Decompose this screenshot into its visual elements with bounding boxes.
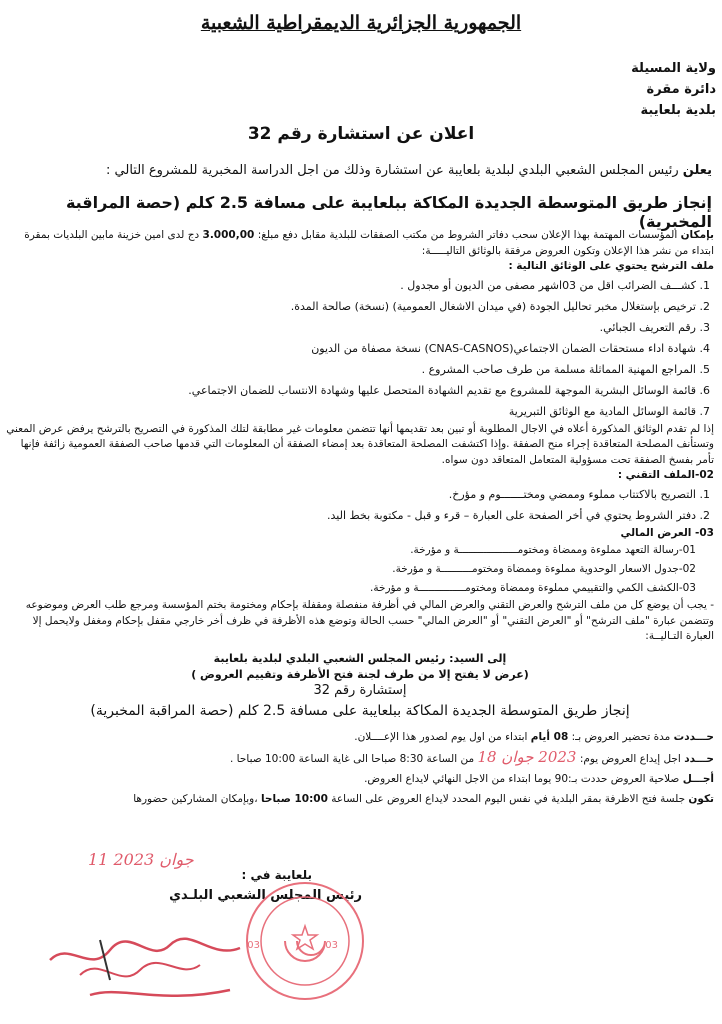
address-project: إنجاز طريق المتوسطة الجديدة المكاكة ببلعايبة على مسافة 2.5 كلم (حصة المراقبة المخبرية) [90,702,630,719]
wilaya-label: ولاية المسيلة [631,61,716,76]
opening-lead: تكون [688,792,714,805]
opening-text: جلسة فتح الاظرفة بمقر البلدية في نفس اليوم المحدد لايداع العروض على الساعة [331,792,686,805]
duration-days: 08 أيام [530,730,569,743]
deposit-lead: حـــدد [684,752,714,765]
opening-tail: ،وبإمكان المشاركين حضورها [133,792,258,805]
deadlines [6,727,714,809]
admin-block [631,58,716,121]
svg-text:03: 03 [247,940,260,951]
file-item: 3. رقم التعريف الجبائي. [6,317,696,338]
availability-lead: بإمكان [680,229,714,241]
commune-label: بلدية بلعايبة [640,103,716,118]
availability-text: المؤسسات المهتمة بهذا الإعلان سحب دفاتر الشروط من مكتب الصفقات للبلدية مقابل دفع مبلغ: [257,229,678,241]
tech-item: 2. دفتر الشروط يحتوي في أخر الصفحة على العبارة – قرء و قبل - مكتوبة بخط اليد. [6,505,696,526]
duration-line [6,727,714,747]
fin-item: 01-رسالة التعهد مملوءة وممضاة ومختومـــــــــــــــــــة و مؤرخة. [410,544,696,556]
signing-place: بلعايبة في : [241,868,312,882]
availability-paragraph [6,228,714,259]
file-item: 7. قائمة الوسائل المادية مع الوثائق التبريرية [6,401,696,422]
deposit-text: اجل إيداع العروض يوم: [579,752,681,765]
envelope-paragraph: - يجب أن يوضع كل من ملف الترشح والعرض التقني والعرض المالي في أظرفة منفصلة ومقفلة بإحكام ومختومة بختم المؤسسة ومرجع طلب العرض وموضوعه وتتضمن عبارة "ملف الترشح" أو "العرض التقني" أو "العرض المالي" حسب الحالة وتوضع هذه الأظرفة في ظرف أخر خارجي مقفل بإحكام ومغفل ولايحمل إلا العبارة التـاليــة: [25,599,714,642]
warning-paragraph: إذا لم تقدم الوثائق المذكورة أعلاه في الاجال المطلوبة أو تبين بعد تقديمها أنها تتضمن معلومات غير مطابقة لتلك المذكورة في التصريح بالترشح يرفض عرض المعني وتستأنف المصلحة المتعاقدة إجراء منح الصفقة .وإذا اكتشفت المصلحة المتعاقدة بعد إمضاء الصفقة أن المعلومات التي قدمها صاحب الصفقة العمومية زائفة فإنها تأمر بفسخ الصفقة تحت مسؤولية المتعامل المتعاقد دون سواه. [6,422,714,466]
tech-item: 1. التصريح بالاكتتاب مملوء وممضي ومختـــــــوم و مؤرخ. [6,484,696,505]
deposit-line [6,747,714,769]
validity-text: صلاحية العروض حددت بـ:90 يوما ابتداء من الاجل النهائي لايداع العروض. [364,772,680,785]
announcement-body [6,228,714,809]
official-stamp [230,876,380,1006]
tech-list [6,484,714,526]
validity-lead: أجـــل [682,772,714,785]
file-item: 2. ترخيص بإستغلال مخبر تحاليل الجودة (في ميدان الاشغال العمومية) (نسخة) صالحة المدة. [6,296,696,317]
signer-title: رئيس المجلس الشعبي البلـدي [169,888,362,903]
fin-list [6,541,714,598]
handwritten-signature [40,920,250,1015]
file-item: 1. كشـــف الضرائب اقل من 03اشهر مصفى من الديون أو مجدول . [6,275,696,296]
republic-heading: الجمهورية الجزائرية الديمقراطية الشعبية [200,12,522,34]
duration-text: مدة تحضير العروض بـ: [571,730,671,743]
project-title: إنجاز طريق المتوسطة الجديدة المكاكة ببلعايبة على مسافة 2.5 كلم (حصة المراقبة المخبرية) [65,193,712,231]
file-list [6,275,714,422]
file-heading: ملف الترشح يحتوي على الوثائق التالية : [508,260,714,272]
fin-item: 03-الكشف الكمي والتقييمي مملوءة وممضاة ومختومـــــــــــــــة و مؤرخة. [370,582,696,594]
fin-heading: 03- العرض المالي [620,526,714,539]
validity-line [6,769,714,789]
deposit-tail: من الساعة 8:30 صباحا الى غاية الساعة 10:00 صباحا . [230,752,475,765]
address-note: (عرض لا يفتح إلا من طرف لجنة فتح الأظرفة وتقييم العروض ) [191,667,529,681]
intro-lead: يعلن [682,163,712,178]
opening-line [6,789,714,809]
duration-lead: حـــددت [673,730,714,743]
intro-text: رئيس المجلس الشعبي البلدي لبلدية بلعايبة عن استشارة وذلك من اجل الدراسة المخبرية للمشروع التالي : [106,163,679,178]
fin-item: 02-جدول الاسعار الوحدوية مملوءة وممضاة ومختومــــــــــة و مؤرخة. [392,563,696,575]
amount-value: 3.000,00 [202,229,255,241]
svg-text:03: 03 [325,940,338,951]
deposit-date: 2023 جوان 18 [477,747,577,766]
announcement-title: اعلان عن استشارة رقم 32 [247,124,475,144]
file-item: 6. قائمة الوسائل البشرية الموجهة للمشروع مع تقديم الشهادة المتحصل عليها وشهادة الانتساب للضمان الاجتماعي. [6,380,696,401]
handwritten-date: 11 جوان 2023 [88,850,194,869]
tech-heading: 02-الملف التقني : [617,469,714,481]
intro-line [106,163,712,178]
availability-tail: دج لدى امين خزينة مابين البلديات بمقرة ابتداء من نشر هذا الإعلان وتكون العروض مرفقة بالوثائق التاليـــــة: [24,229,714,257]
file-item: 4. شهادة اداء مستحقات الضمان الاجتماعي(CNAS-CASNOS) نسخة مصفاة من الديون [6,338,696,359]
envelope-address [6,651,714,719]
duration-tail: ابتداء من اول يوم لصدور هذا الإعــــلان. [354,730,528,743]
address-consult: إستشارة رقم 32 [313,682,407,698]
daira-label: دائرة مقرة [646,82,716,97]
file-item: 5. المراجع المهنية المماثلة مسلمة من طرف صاحب المشروع . [6,359,696,380]
opening-time: 10:00 صباحا [260,792,328,805]
address-to: إلى السيد: رئيس المجلس الشعبي البلدي لبلدية بلعايبة [213,651,507,665]
